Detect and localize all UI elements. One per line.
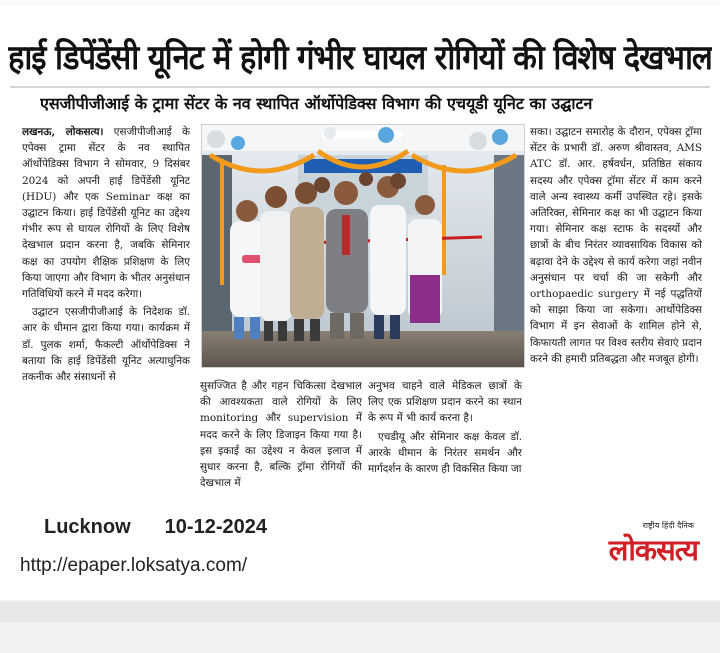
- article-column-3: [368, 378, 522, 500]
- inauguration-photo: [201, 124, 525, 368]
- paragraph-4: अनुभव चाहने वाले मेडिकल छात्रों के लिए एक प्रशिक्षण प्रदान करने का स्थान के रूप में भी कार्य करना है।: [368, 380, 522, 425]
- paragraph-3: सुसज्जित है और गहन चिकित्सा देखभाल की आवश्यकता वाले रोगियों के लिए monitoring और supervision में मदद करने के लिए डिजाइन किया गया है। इस इकाई का उद्देश्य न केवल इलाज में सुधार करना है, बल्कि ट्रॉमा रोगियों की देखभाल में: [200, 380, 362, 490]
- article-column-2: [200, 378, 362, 500]
- top-edge: [0, 0, 720, 6]
- logo-name: लोकसत्य: [608, 533, 698, 567]
- city-date: [44, 516, 267, 544]
- article-column-1: [22, 124, 190, 500]
- loksatya-logo: [554, 520, 704, 570]
- headline: हाई डिपेंडेंसी यूनिट में होगी गंभीर घायल रोगियों की विशेष देखभाल: [8, 38, 712, 78]
- epaper-url[interactable]: http://epaper.loksatya.com/: [20, 555, 248, 576]
- city: Lucknow: [44, 516, 131, 538]
- logo-tagline: राष्ट्रीय हिंदी दैनिक: [642, 521, 694, 530]
- paragraph-2: उद्घाटन एसजीपीजीआई के निदेशक डॉ. आर के धीमान द्वारा किया गया। कार्यक्रम में डॉ. पुलक शर्मा, फैकल्टी ऑर्थोपेडिक्स ने बताया कि हाई डिपेंडेंसी यूनिट अत्याधुनिक तकनीक और संसाधनों से: [22, 306, 190, 384]
- inauguration-photo-illustration: [202, 125, 524, 367]
- paragraph-1: एसजीपीजीआई के एपेक्स ट्रामा सेंटर के नव स्थापित ऑर्थोपेडिक्स विभाग ने सोमवार, 9 दिसंबर 2024 को अपनी हाई डिपेंडेंसी यूनिट (HDU) और एक Seminar कक्ष का उद्घाटन किया। हाई डिपेंडेंसी यूनिट का उद्देश्य गंभीर रूप से घायल रोगियों के लिए विशेष देखभाल प्रदान करना है, जबकि सेमिनार कक्ष का उपयोग शैक्षिक प्रशिक्षण के लिए किया जाएगा और विभाग के भीतर अनुसंधान गतिविधियों करने में मदद करेगा।: [22, 126, 190, 301]
- bottom-strip: [0, 602, 720, 622]
- subheadline: एसजीपीजीआई के ट्रामा सेंटर के नव स्थापित ऑर्थोपेडिक्स विभाग की एचयूडी यूनिट का उद्घाटन: [40, 94, 593, 113]
- headline-divider: [10, 86, 710, 88]
- paragraph-6: सका। उद्घाटन समारोह के दौरान, एपेक्स ट्रॉमा सेंटर के प्रभारी डॉ. अरुण श्रीवास्तव, AMS ATC डॉ. आर. हर्षवर्धन, प्रतिष्ठित संकाय सदस्य और एपेक्स ट्रॉमा सेंटर में काम करने वाले अन्य स्वास्थ्य कर्मी उपस्थित रहे। इसके अतिरिक्त, सेमिनार कक्ष का भी उद्घाटन किया गया। सेमिनार कक्ष स्टाफ के सदस्यों और छात्रों के बीच निरंतर व्यावसायिक विकास को बढ़ावा देने के उद्देश्य से कार्य करेगा जहां नवीन अनुसंधान पर चर्चा की जा सकेगी और orthopaedic surgery में नई पद्धतियों को साझा किया जा सकेगा। आर्थोपेडिक्स विभाग में इन सेवाओं के शामिल होने से, किफायती लागत पर विश्व स्तरीय सेवाएं प्रदान करने की हमारी प्रतिबद्धता और मजबूत होगी।: [530, 126, 702, 365]
- paragraph-5: एचडीयू और सेमिनार कक्ष केवल डॉ. आरके धीमान के निरंतर समर्थन और मार्गदर्शन के कारण ही विकसित किया जा: [368, 430, 522, 476]
- article-column-4: [530, 124, 702, 500]
- publication-date: 10-12-2024: [164, 516, 267, 538]
- dateline: लखनऊ, लोकसत्य।: [22, 126, 104, 138]
